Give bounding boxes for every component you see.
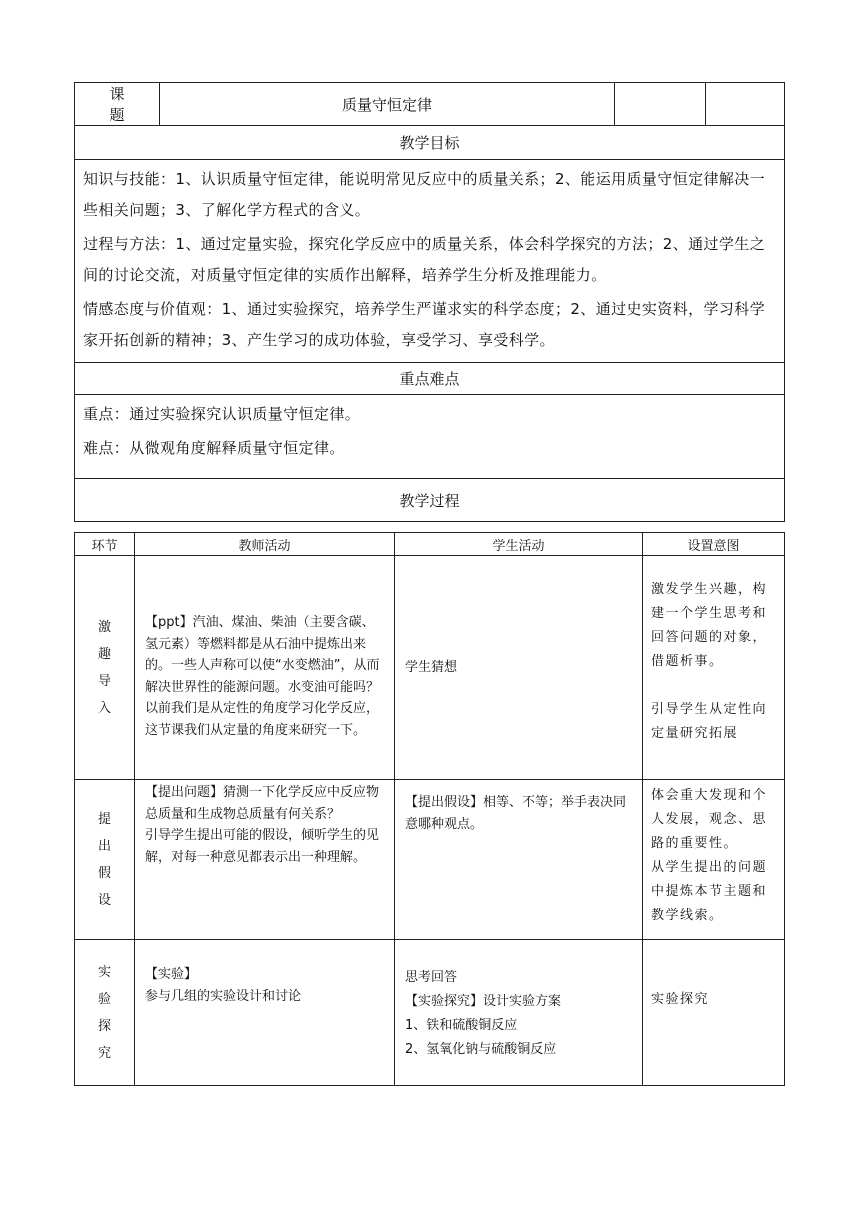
topic-title: 质量守恒定律 — [160, 83, 615, 126]
stage-char: 究 — [97, 1045, 111, 1061]
stage-cell — [75, 556, 135, 780]
table-row — [75, 556, 785, 780]
header-stage: 环节 — [75, 533, 135, 556]
objective-knowledge: 知识与技能：1、认识质量守恒定律，能说明常见反应中的质量关系；2、能运用质量守恒定律解决一些相关问题；3、了解化学方程式的含义。 — [83, 170, 766, 219]
student-activity-cell — [395, 940, 643, 1086]
student-activity-cell — [395, 780, 643, 940]
teacher-activity-text: 【实验】 — [145, 967, 198, 982]
intent-cell — [643, 940, 785, 1086]
teacher-activity-text: 【提出问题】猜测一下化学反应中反应物总质量和生成物总质量有何关系？ — [145, 785, 380, 822]
objective-process: 过程与方法：1、通过定量实验，探究化学反应中的质量关系，体会科学探究的方法；2、通过学生之间的讨论交流，对质量守恒定律的实质作出解释，培养学生分析及推理能力。 — [83, 235, 766, 284]
lesson-header-table — [74, 82, 785, 522]
blank-cell-1 — [615, 83, 706, 126]
objectives-cell — [75, 160, 785, 363]
stage-char: 设 — [97, 892, 111, 908]
stage-char: 探 — [97, 1018, 111, 1034]
teacher-activity-text: 【ppt】汽油、煤油、柴油（主要含碳、氢元素）等燃料都是从石油中提炼出来的。一些人声称可以使“水变燃油”，从而解决世界性的能源问题。水变油可能吗？ — [145, 615, 380, 695]
teacher-activity-cell — [135, 556, 395, 780]
topic-label: 课 题 — [75, 83, 160, 126]
intent-text: 体会重大发现和个人发展，观念、思路的重要性。 — [651, 788, 768, 851]
objective-attitude: 情感态度与价值观：1、通过实验探究，培养学生严谨求实的科学态度；2、通过史实资料，学习科学家开拓创新的精神；3、产生学习的成功体验，享受学习、享受科学。 — [83, 300, 766, 349]
stage-char: 激 — [97, 619, 111, 635]
keypoints-heading: 重点难点 — [75, 363, 785, 395]
keypoint-difficulty: 难点：从微观角度解释质量守恒定律。 — [83, 439, 345, 457]
student-activity-text: 思考回答 — [405, 970, 458, 985]
teacher-activity-text: 引导学生提出可能的假设，倾听学生的见解，对每一种意见都表示出一种理解。 — [145, 828, 380, 865]
intent-cell — [643, 556, 785, 780]
teaching-process-table — [74, 532, 785, 1086]
table-header-row — [75, 533, 785, 556]
header-intent: 设置意图 — [643, 533, 785, 556]
student-activity-text: 学生猜想 — [405, 659, 458, 675]
teacher-activity-cell — [135, 940, 395, 1086]
table-row — [75, 780, 785, 940]
teacher-activity-text: 以前我们是从定性的角度学习化学反应，这节课我们从定量的角度来研究一下。 — [145, 701, 380, 738]
stage-char: 实 — [97, 964, 111, 980]
keypoints-cell — [75, 395, 785, 479]
blank-cell-2 — [706, 83, 785, 126]
intent-cell — [643, 780, 785, 940]
intent-text: 激发学生兴趣，构建一个学生思考和回答问题的对象，借题析事。 — [651, 582, 768, 669]
process-heading: 教学过程 — [75, 479, 785, 522]
student-activity-text: 【提出假设】相等、不等；举手表决同意哪种观点。 — [405, 795, 627, 832]
header-student: 学生活动 — [395, 533, 643, 556]
teacher-activity-text: 参与几组的实验设计和讨论 — [145, 988, 302, 1004]
student-activity-cell — [395, 556, 643, 780]
student-activity-text: 【实验探究】设计实验方案 — [405, 994, 562, 1009]
teacher-activity-cell — [135, 780, 395, 940]
student-activity-text: 1、铁和硫酸铜反应 — [405, 1018, 518, 1033]
student-activity-text: 2、氢氧化钠与硫酸铜反应 — [405, 1042, 557, 1057]
intent-text: 引导学生从定性向定量研究拓展 — [651, 702, 768, 741]
stage-char: 趣 — [97, 646, 111, 662]
stage-char: 出 — [97, 838, 111, 854]
stage-char: 入 — [97, 700, 111, 716]
header-teacher: 教师活动 — [135, 533, 395, 556]
stage-cell — [75, 780, 135, 940]
intent-text: 从学生提出的问题中提炼本节主题和教学线索。 — [651, 860, 768, 923]
intent-text: 实验探究 — [651, 992, 710, 1007]
table-row — [75, 940, 785, 1086]
stage-char: 导 — [97, 673, 111, 689]
objectives-heading: 教学目标 — [75, 126, 785, 160]
stage-char: 提 — [97, 811, 111, 827]
stage-char: 假 — [97, 865, 111, 881]
stage-cell — [75, 940, 135, 1086]
keypoint-focus: 重点：通过实验探究认识质量守恒定律。 — [83, 405, 361, 423]
stage-char: 验 — [97, 991, 111, 1007]
